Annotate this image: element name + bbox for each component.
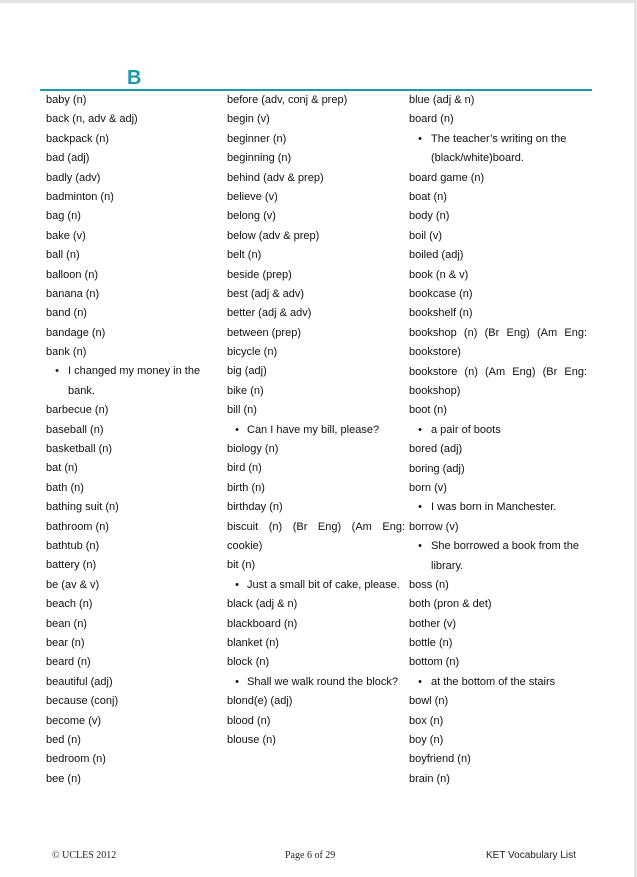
vocab-entry: bowl (n)	[409, 695, 449, 708]
vocab-entry: borrow (v)	[409, 520, 459, 533]
vocab-entry: below (adv & prep)	[227, 229, 320, 242]
vocab-entry: bookshelf (n)	[409, 307, 473, 320]
vocab-entry: boy (n)	[409, 734, 444, 747]
vocab-entry: best (adj & adv)	[227, 287, 305, 300]
vocab-entry: boyfriend (n)	[409, 753, 471, 766]
vocab-entry: both (pron & det)	[409, 598, 492, 611]
vocab-entry: beard (n)	[46, 656, 91, 669]
vocab-entry: beginning (n)	[227, 152, 292, 165]
example-text: Can I have my bill, please?	[247, 423, 380, 436]
vocab-entry: born (v)	[409, 481, 447, 494]
vocab-entry: birth (n)	[227, 481, 265, 494]
vocab-entry: believe (v)	[227, 190, 278, 203]
example-sentence	[409, 673, 587, 692]
example-sentence	[46, 362, 224, 401]
vocab-entry: bathtub (n)	[46, 540, 100, 553]
vocab-entry: blanket (n)	[227, 637, 279, 649]
vocab-entry: balloon (n)	[46, 268, 98, 281]
vocab-column-2	[227, 91, 405, 750]
bullet-icon: •	[235, 675, 239, 688]
vocab-entry: blond(e) (adj)	[227, 695, 293, 708]
vocab-entry	[409, 363, 587, 402]
vocab-entry: board game (n)	[409, 171, 485, 184]
vocab-entry: bit (n)	[227, 559, 256, 572]
vocab-entry	[227, 518, 405, 557]
example-sentence	[409, 421, 587, 440]
vocab-entry: ball (n)	[46, 249, 80, 262]
vocab-entry: badly (adv)	[46, 171, 101, 184]
vocab-entry: bored (adj)	[409, 443, 463, 456]
vocab-entry: big (adj)	[227, 365, 267, 378]
vocab-entry: bottle (n)	[409, 637, 453, 650]
vocab-entry: bill (n)	[227, 404, 257, 417]
example-text: She borrowed a book from the library.	[431, 540, 579, 572]
vocab-entry: birthday (n)	[227, 501, 283, 514]
vocab-entry: bookcase (n)	[409, 287, 473, 300]
bullet-icon: •	[418, 675, 422, 688]
vocab-entry: between (prep)	[227, 326, 301, 339]
vocab-entry: banana (n)	[46, 287, 100, 300]
vocab-entry: bake (v)	[46, 229, 86, 242]
example-sentence	[227, 673, 405, 692]
vocab-entry: bicycle (n)	[227, 346, 278, 359]
vocab-entry: because (conj)	[46, 695, 119, 708]
vocab-entry: biology (n)	[227, 443, 279, 456]
vocab-entry: black (adj & n)	[227, 598, 298, 611]
vocab-entry: basketball (n)	[46, 443, 113, 456]
vocab-entry: behind (adv & prep)	[227, 171, 324, 184]
footer-page-number: Page 6 of 29	[285, 850, 336, 861]
vocab-entry: bathroom (n)	[46, 520, 109, 533]
vocab-entry: bed (n)	[46, 733, 81, 746]
vocab-entry: beside (prep)	[227, 268, 292, 281]
example-sentence	[227, 421, 405, 440]
vocab-entry: band (n)	[46, 307, 87, 320]
example-sentence	[409, 498, 587, 517]
vocab-entry: baby (n)	[46, 94, 87, 106]
vocab-entry: badminton (n)	[46, 190, 114, 203]
vocab-entry: begin (v)	[227, 113, 270, 126]
vocab-column-1	[46, 91, 224, 789]
vocab-entry: be (av & v)	[46, 578, 100, 591]
vocab-entry: beginner (n)	[227, 132, 287, 145]
example-text: Shall we walk round the block?	[247, 675, 399, 688]
vocab-entry: become (v)	[46, 714, 102, 727]
vocab-entry: bird (n)	[227, 462, 262, 475]
vocab-entry: backpack (n)	[46, 132, 109, 145]
example-sentence	[227, 576, 405, 595]
vocab-entry: belong (v)	[227, 210, 276, 223]
vocab-entry: bag (n)	[46, 210, 81, 223]
bullet-icon: •	[235, 578, 239, 591]
vocab-entry: bottom (n)	[409, 656, 460, 669]
vocab-entry: box (n)	[409, 714, 444, 727]
bullet-icon: •	[235, 423, 239, 436]
vocab-entry: book (n & v)	[409, 268, 469, 281]
vocab-entry: boat (n)	[409, 190, 447, 203]
vocab-entry: bath (n)	[46, 481, 84, 494]
vocab-entry: boss (n)	[409, 578, 449, 591]
vocab-entry: blood (n)	[227, 714, 271, 727]
vocab-entry: better (adj & adv)	[227, 307, 312, 320]
vocab-entry: bean (n)	[46, 617, 87, 630]
vocab-entry: battery (n)	[46, 559, 97, 572]
vocab-entry: baseball (n)	[46, 423, 104, 436]
document-page	[0, 3, 634, 877]
bullet-icon: •	[418, 501, 422, 514]
vocab-entry: body (n)	[409, 210, 450, 223]
vocab-entry-text: biscuit (n) (Br Eng) (Am Eng: cookie)	[227, 520, 405, 553]
vocab-entry: bank (n)	[46, 346, 87, 359]
vocab-entry: boot (n)	[409, 404, 447, 417]
bullet-icon: •	[55, 365, 59, 378]
vocab-entry: before (adv, conj & prep)	[227, 94, 348, 106]
footer-copyright: © UCLES 2012	[52, 850, 117, 861]
section-letter-heading: B	[127, 67, 142, 89]
vocab-entry: block (n)	[227, 656, 270, 669]
bullet-icon: •	[418, 540, 422, 553]
vocab-entry: brain (n)	[409, 772, 450, 785]
bullet-icon: •	[418, 132, 422, 145]
vocab-entry	[409, 324, 587, 363]
example-text: I changed my money in the bank.	[68, 365, 201, 397]
vocab-entry: bee (n)	[46, 772, 81, 785]
vocab-entry: barbecue (n)	[46, 404, 109, 417]
vocab-entry: boring (adj)	[409, 462, 465, 475]
vocab-entry: blouse (n)	[227, 733, 276, 746]
example-text: The teacher’s writing on the (black/white)board.	[431, 132, 567, 165]
vocab-entry: beach (n)	[46, 598, 93, 611]
vocab-entry: bathing suit (n)	[46, 501, 119, 514]
vocab-entry: bad (adj)	[46, 152, 90, 165]
bullet-icon: •	[418, 423, 422, 436]
vocab-entry: bat (n)	[46, 462, 78, 475]
footer-document-title: KET Vocabulary List	[486, 850, 576, 861]
vocab-entry: boiled (adj)	[409, 249, 464, 262]
vocab-entry-text: bookstore (n) (Am Eng) (Br Eng: bookshop)	[409, 365, 587, 397]
vocab-entry-text: bookshop (n) (Br Eng) (Am Eng: bookstore)	[409, 326, 587, 359]
vocab-entry: boil (v)	[409, 229, 443, 242]
example-text: at the bottom of the stairs	[431, 675, 556, 688]
example-sentence	[409, 537, 587, 576]
vocab-entry: bother (v)	[409, 617, 457, 630]
vocab-entry: board (n)	[409, 113, 454, 126]
vocab-entry: belt (n)	[227, 249, 262, 262]
example-text: I was born in Manchester.	[431, 501, 557, 514]
vocab-entry: bike (n)	[227, 384, 264, 397]
example-text: a pair of boots	[431, 423, 501, 436]
vocab-column-3	[409, 91, 587, 789]
vocab-entry: blackboard (n)	[227, 617, 298, 630]
example-text: Just a small bit of cake, please.	[247, 578, 400, 591]
vocab-entry: bandage (n)	[46, 326, 106, 339]
vocab-entry: bedroom (n)	[46, 753, 106, 766]
vocab-entry: beautiful (adj)	[46, 675, 113, 688]
example-sentence	[409, 130, 587, 169]
vocab-entry: back (n, adv & adj)	[46, 113, 138, 126]
vocab-entry: blue (adj & n)	[409, 94, 475, 106]
vocab-entry: bear (n)	[46, 636, 85, 649]
